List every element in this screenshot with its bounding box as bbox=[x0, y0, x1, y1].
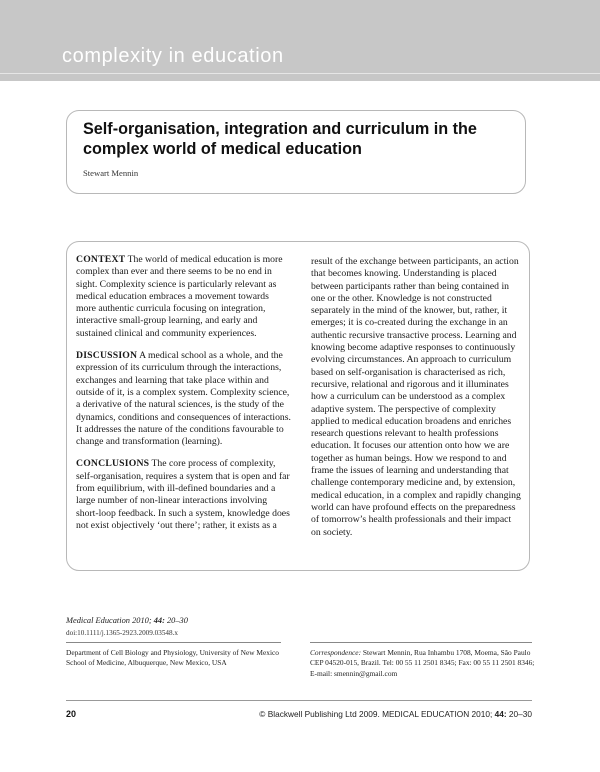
footer-divider bbox=[66, 700, 532, 701]
page-number: 20 bbox=[66, 709, 77, 719]
abstract-context bbox=[76, 254, 291, 340]
correspondence bbox=[310, 648, 540, 679]
context-text: The world of medical education is more complex than ever and there seems to be no end in sight. Complexity science is particularly relevant as medical education embraces a movement towards more authentic curricula focusing on integration, interactive small-group learning, and early and sustained clinical and community experiences. bbox=[76, 254, 283, 339]
journal-name: Medical Education bbox=[66, 616, 130, 625]
section-banner bbox=[0, 0, 600, 81]
abstract-discussion bbox=[76, 350, 291, 448]
citation-year: 2010; bbox=[132, 616, 152, 625]
copyright-text: © Blackwell Publishing Ltd 2009. bbox=[259, 709, 380, 719]
conclusions-heading: CONCLUSIONS bbox=[76, 458, 150, 470]
footer-pages: 20–30 bbox=[508, 709, 532, 719]
footer-journal: MEDICAL EDUCATION 2010; bbox=[382, 709, 493, 719]
article-title-box bbox=[66, 110, 526, 194]
footer-volume: 44: bbox=[494, 709, 507, 719]
correspondence-rule bbox=[310, 642, 532, 643]
context-heading: CONTEXT bbox=[76, 254, 126, 265]
abstract-conclusions bbox=[76, 458, 291, 532]
affiliation-rule bbox=[66, 642, 281, 643]
correspondence-label: Correspondence: bbox=[310, 648, 362, 657]
discussion-heading: DISCUSSION bbox=[76, 350, 138, 362]
abstract-box bbox=[66, 241, 530, 571]
doi-link[interactable]: doi:10.1111/j.1365-2923.2009.03548.x bbox=[66, 629, 179, 637]
copyright-line bbox=[259, 709, 532, 719]
citation-volume: 44: bbox=[153, 616, 165, 625]
conclusions-text-right: result of the exchange between participants, an action that becomes knowing. Understanding is placed between participants rather than being contained in one or the other. Knowledge is not constructed separately in the mind of the knower, but, rather, it emerges; it is co-created during the exchange in an authentic recursive transactive process. Learning and knowing become adaptive responses to continuously evolving circumstances. An approach to curriculum based on self-organisation is characterised as rich, recursive, relational and rigorous and it illuminates how a curriculum can be understood as a complex adaptive system. The perspective of complexity applied to medical education broadens and enriches research questions relevant to health professions education. It focuses our attention onto how we are together as human beings. How we respond to and frame the issues of learning and understanding that challenge contemporary medicine and, by extension, medical education, in a complex and rapidly changing world can have profound effects on the preparedness of tomorrow’s health professionals and their impact on society. bbox=[311, 256, 521, 538]
banner-divider bbox=[0, 73, 600, 74]
journal-citation bbox=[66, 616, 188, 625]
conclusions-text-left: The core process of complexity, self-organisation, requires a system that is open and far from equilibrium, with ill-defined boundaries and a large number of non-linear interactions involving short-loop feedback. In such a system, knowledge does not exist objectively ‘out there’; rather, it exists as a bbox=[76, 458, 290, 531]
correspondence-text: Stewart Mennin, Rua Inhambu 1708, Moema, São Paulo CEP 04520-015, Brazil. Tel: 00 55 11 2501 8345; Fax: 00 55 11 2501 8346; E-mail: smennin@gmail.com bbox=[310, 648, 535, 678]
citation-pages: 20–30 bbox=[166, 616, 188, 625]
section-title: complexity in education bbox=[62, 45, 284, 67]
abstract-column-left bbox=[76, 254, 291, 542]
abstract-column-right bbox=[311, 256, 522, 549]
author-name: Stewart Mennin bbox=[83, 168, 139, 178]
article-title: Self-organisation, integration and curriculum in the complex world of medical education bbox=[83, 120, 477, 158]
discussion-text: A medical school as a whole, and the expression of its curriculum through the interactions, exchanges and learning that take place within and outside of it, is a complex system. Complexity science, a derivative of the natural sciences, is the study of the dynamics, conditions and consequences of interactions. It addresses the nature of the conditions favourable to change and transformation (learning). bbox=[76, 350, 291, 448]
author-affiliation: Department of Cell Biology and Physiology, University of New Mexico School of Medicine, Albuquerque, New Mexico, USA bbox=[66, 648, 279, 668]
